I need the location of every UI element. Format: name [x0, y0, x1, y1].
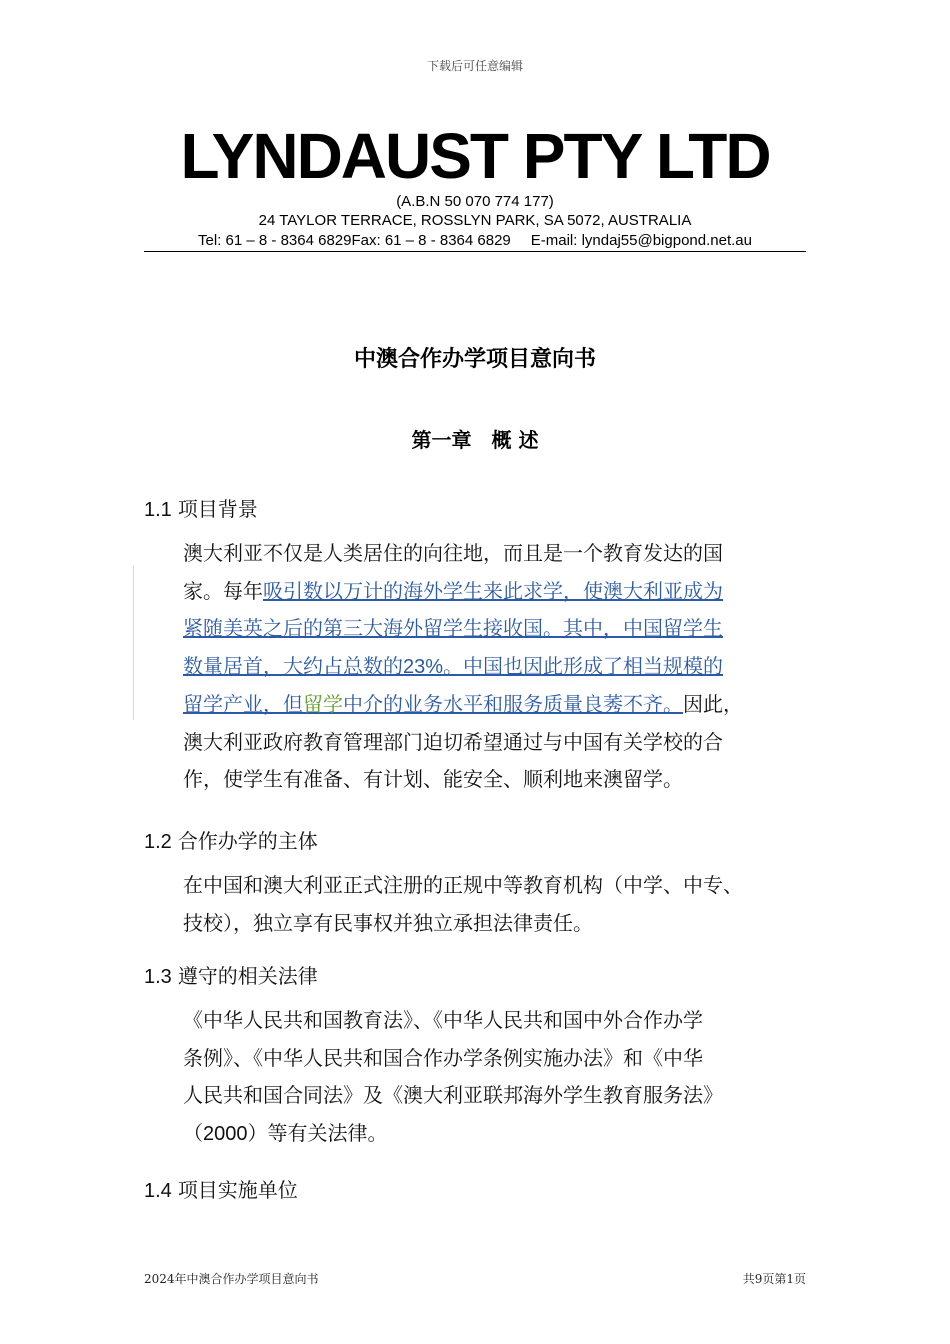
text-line: 条例》、《中华人民共和国合作办学条例实施办法》和《中华: [183, 1045, 703, 1070]
text-line: 家。每年吸引数以万计的海外学生来此求学，使澳大利亚成为: [183, 578, 723, 603]
footer-page-number: 共9页第1页: [742, 1272, 806, 1286]
section-heading-1-2: [144, 825, 318, 854]
letterhead-divider: [144, 251, 806, 252]
text-line: 在中国和澳大利亚正式注册的正规中等教育机构（中学、中专、: [183, 873, 743, 897]
company-contact: [0, 232, 950, 250]
text-line: 澳大利亚政府教育管理部门迫切希望通过与中国有关学校的合: [183, 729, 723, 754]
text-line: 技校），独立享有民事权并独立承担法律责任。: [183, 910, 593, 935]
company-address: 24 TAYLOR TERRACE, ROSSLYN PARK, SA 5072, AUSTRALIA: [258, 212, 692, 229]
section-title: 项目实施单位: [177, 1178, 298, 1202]
section-number: 1.2: [144, 831, 172, 853]
text-line: 《中华人民共和国教育法》、《中华人民共和国中外合作办学: [183, 1008, 703, 1032]
paragraph-background: [183, 535, 803, 799]
highlighted-text-link[interactable]: 留学产业，但留学中介的业务水平和服务质量良莠不齐。: [183, 692, 683, 716]
revision-margin-bar: [133, 566, 134, 720]
highlighted-text-link[interactable]: 紧随美英之后的第三大海外留学生接收国。其中，中国留学生: [183, 616, 723, 640]
text-line: 作，使学生有准备、有计划、能安全、顺利地来澳留学。: [183, 767, 683, 791]
text-line: （2000）等有关法律。: [183, 1120, 388, 1145]
company-email[interactable]: E-mail: lyndaj55@bigpond.net.au: [530, 232, 752, 249]
section-title: 合作办学的主体: [177, 829, 318, 853]
company-name: LYNDAUST PTY LTD: [180, 120, 770, 192]
text-line: [183, 610, 803, 648]
highlighted-text-link[interactable]: 数量居首，大约占总数的23%。中国也因此形成了相当规模的: [183, 653, 724, 678]
text-line: [183, 648, 803, 687]
section-heading-1-1: [144, 493, 258, 522]
company-phone-fax: Tel: 61 – 8 - 8364 6829Fax: 61 – 8 - 8364 6829: [198, 232, 511, 249]
text-line: 留学产业，但留学中介的业务水平和服务质量良莠不齐。因此，: [183, 692, 743, 716]
highlighted-text-link[interactable]: 吸引数以万计的海外学生来此求学，使澳大利亚成为: [263, 578, 723, 603]
text-line: 澳大利亚不仅是人类居住的向往地，而且是一个教育发达的国: [183, 541, 723, 565]
text-line: 人民共和国合同法》及《澳大利亚联邦海外学生教育服务法》: [183, 1083, 723, 1107]
section-heading-1-3: [144, 960, 318, 989]
section-number: 1.1: [144, 499, 172, 521]
paragraph-subject: [183, 867, 803, 942]
company-abn: (A.B.N 50 070 774 177): [396, 193, 554, 210]
section-heading-1-4: [144, 1174, 298, 1203]
section-title: 项目背景: [177, 497, 258, 521]
chapter-heading: 第一章 概 述: [411, 428, 539, 452]
section-title: 遵守的相关法律: [177, 964, 318, 988]
green-keyword: 留学: [303, 692, 343, 716]
document-title: 中澳合作办学项目意向书: [353, 346, 596, 372]
section-number: 1.4: [144, 1180, 172, 1202]
section-number: 1.3: [144, 966, 172, 988]
footer-document-name: 2024年中澳合作办学项目意向书: [144, 1272, 319, 1286]
paragraph-laws: [183, 1002, 803, 1153]
header-note: 下载后可任意编辑: [426, 59, 523, 73]
